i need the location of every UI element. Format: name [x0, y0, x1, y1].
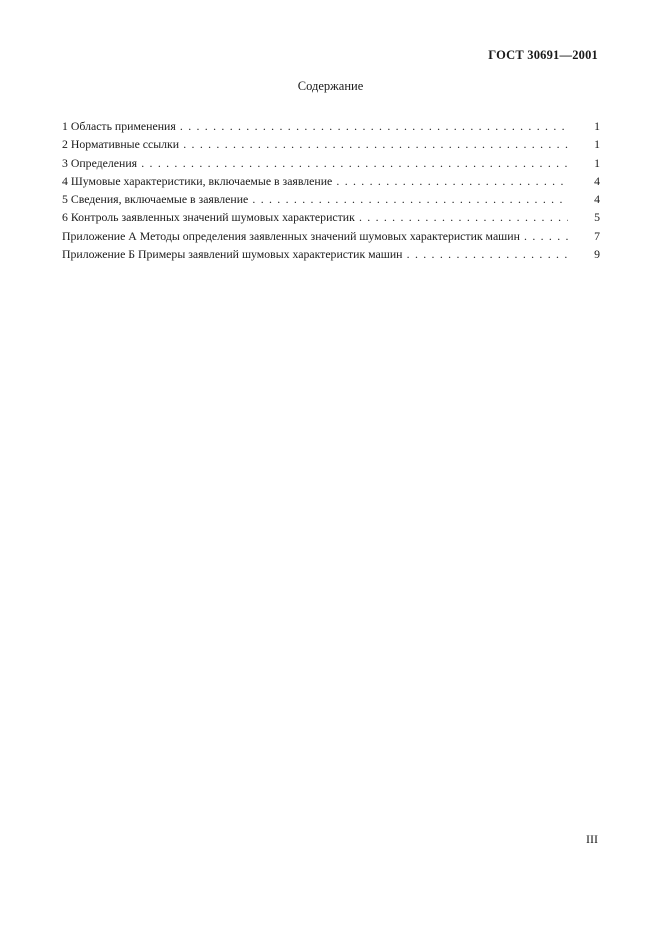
toc-entry-label: Приложение А Методы определения заявленных значений шумовых характеристик машин . . . — [62, 227, 568, 245]
toc-entry-label: 4 Шумовые характеристики, включаемые в заявление . . . — [62, 172, 568, 190]
toc-entry-normative-references — [62, 135, 600, 153]
toc-entry-page: 1 — [594, 155, 600, 170]
toc-entry-page: 5 — [594, 210, 600, 225]
toc-entry-label: 6 Контроль заявленных значений шумовых характеристик . . . — [62, 208, 568, 226]
standard-designation: ГОСТ 30691—2001 — [488, 48, 598, 62]
toc-entry-annex-b — [62, 245, 600, 263]
toc-entry-noise-characteristics — [62, 172, 600, 190]
toc-entry-page: 4 — [594, 192, 600, 207]
page-number: III — [586, 832, 598, 846]
toc-title: Содержание — [297, 79, 364, 93]
toc-entry-scope — [62, 117, 600, 135]
toc-entry-label: Приложение Б Примеры заявлений шумовых характеристик машин . . . — [62, 245, 568, 263]
toc-entry-label: 2 Нормативные ссылки . . . — [62, 135, 568, 153]
table-of-contents — [62, 117, 600, 263]
toc-entry-definitions — [62, 154, 600, 172]
toc-entry-annex-a — [62, 227, 600, 245]
toc-entry-page: 7 — [594, 228, 600, 243]
toc-entry-verification — [62, 208, 600, 226]
toc-entry-label: 3 Определения . . . — [62, 154, 568, 172]
toc-entry-declaration-information — [62, 190, 600, 208]
toc-entry-page: 9 — [594, 247, 600, 262]
toc-entry-page: 1 — [594, 119, 600, 133]
toc-entry-label: 5 Сведения, включаемые в заявление . . . — [62, 190, 568, 208]
toc-entry-page: 1 — [594, 137, 600, 152]
toc-entry-label: 1 Область применения . . . — [62, 117, 568, 135]
toc-entry-page: 4 — [594, 173, 600, 188]
